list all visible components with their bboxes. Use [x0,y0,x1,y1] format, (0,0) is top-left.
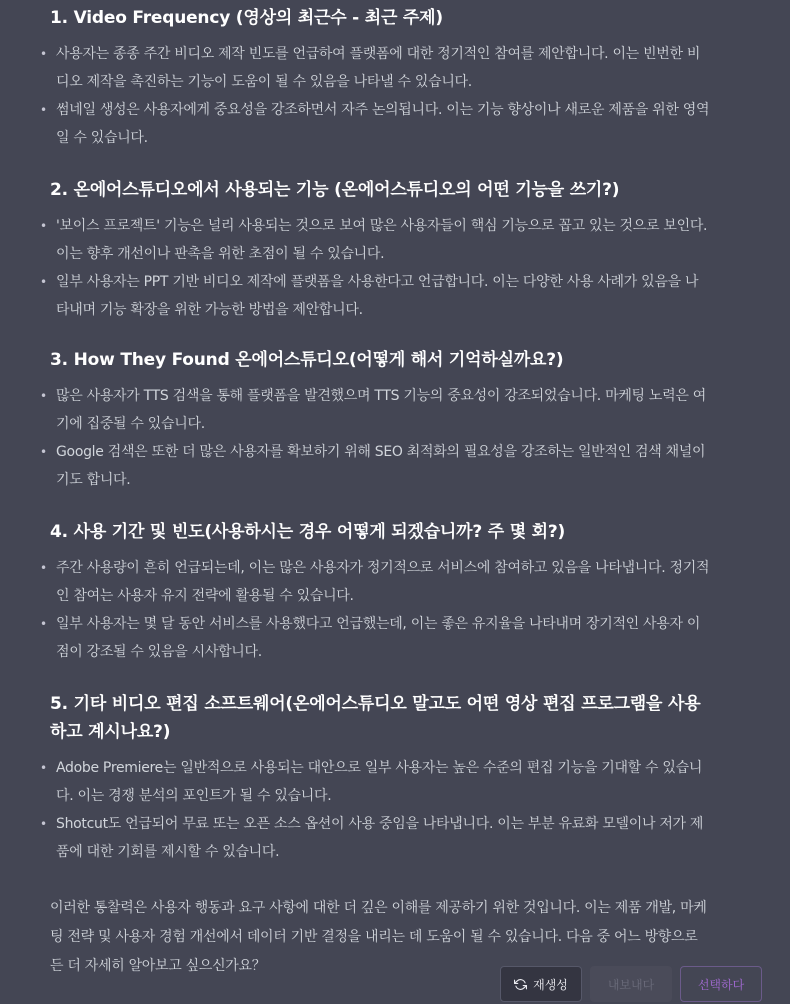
list-item: • 썸네일 생성은 사용자에게 중요성을 강조하면서 자주 논의됩니다. 이는 기능 향상이나 새로운 제품을 위한 영역일 수 있습니다. [50,96,710,152]
bullet-list [50,40,710,152]
section-heading: 1. Video Frequency (영상의 최근수 - 최근 주제) [50,8,443,28]
select-button[interactable] [680,966,762,1002]
list-item: • 일부 사용자는 PPT 기반 비디오 제작에 플랫폼을 사용한다고 언급합니다. 이는 다양한 사용 사례가 있음을 나타내며 기능 확장을 위한 가능한 방법을 제안합니다. [50,268,710,324]
section-heading: 4. 사용 기간 및 빈도(사용하시는 경우 어떻게 되겠습니까? 주 몇 회?) [50,522,566,542]
list-item: • 많은 사용자가 TTS 검색을 통해 플랫폼을 발견했으며 TTS 기능의 중요성이 강조되었습니다. 마케팅 노력은 여기에 집중될 수 있습니다. [50,382,710,438]
section-how-found [50,346,710,494]
section-heading: 2. 온에어스튜디오에서 사용되는 기능 (온에어스튜디오의 어떤 기능을 쓰기?) [50,180,620,200]
export-label: 내보내다 [607,977,655,992]
section-heading: 5. 기타 비디오 편집 소프트웨어(온에어스튜디오 말고도 어떤 영상 편집 프로그램을 사용하고 계시나요?) [50,694,701,742]
select-label: 선택하다 [697,977,745,992]
action-buttons [500,966,762,1002]
bullet-list [50,554,710,666]
section-heading: 3. How They Found 온에어스튜디오(어떻게 해서 기억하실까요?) [50,350,564,370]
list-item: • '보이스 프로젝트' 기능은 널리 사용되는 것으로 보여 많은 사용자들이 핵심 기능으로 꼽고 있는 것으로 보인다. 이는 향후 개선이나 판촉을 위한 초점이 될 수 있습니다. [50,212,710,268]
section-other-software [50,690,710,866]
section-usage-duration [50,518,710,666]
regenerate-label: 재생성 [533,977,568,992]
list-item: • Shotcut도 언급되어 무료 또는 오픈 소스 옵션이 사용 중임을 나타냅니다. 이는 부분 유료화 모델이나 저가 제품에 대한 기회를 제시할 수 있습니다. [50,810,710,866]
list-item: • 일부 사용자는 몇 달 동안 서비스를 사용했다고 언급했는데, 이는 좋은 유지율을 나타내며 장기적인 사용자 이점이 강조될 수 있음을 시사합니다. [50,610,710,666]
list-item: • Google 검색은 또한 더 많은 사용자를 확보하기 위해 SEO 최적화의 필요성을 강조하는 일반적인 검색 채널이기도 합니다. [50,438,710,494]
section-video-frequency [50,4,710,152]
conclusion-paragraph: 이러한 통찰력은 사용자 행동과 요구 사항에 대한 더 깊은 이해를 제공하기 위한 것입니다. 이는 제품 개발, 마케팅 전략 및 사용자 경험 개선에서 데이터 기반 결정을 내리는 데 도움이 될 수 있습니다. 다음 중 어느 방향으로든 더 자세히 알아보고 싶으신가요？ [50,900,707,974]
section-features-used [50,176,710,324]
refresh-icon [514,978,527,991]
regenerate-button[interactable] [500,966,582,1002]
export-button[interactable] [590,966,672,1002]
bullet-list [50,382,710,494]
list-item: • 사용자는 종종 주간 비디오 제작 빈도를 언급하여 플랫폼에 대한 정기적인 참여를 제안합니다. 이는 빈번한 비디오 제작을 촉진하는 기능이 도움이 될 수 있음을 나타낼 수 있습니다. [50,40,710,96]
list-item: • Adobe Premiere는 일반적으로 사용되는 대안으로 일부 사용자는 높은 수준의 편집 기능을 기대할 수 있습니다. 이는 경쟁 분석의 포인트가 될 수 있습니다. [50,754,710,810]
bullet-list [50,212,710,324]
list-item: • 주간 사용량이 흔히 언급되는데, 이는 많은 사용자가 정기적으로 서비스에 참여하고 있음을 나타냅니다. 정기적인 참여는 사용자 유지 전략에 활용될 수 있습니다. [50,554,710,610]
bullet-list [50,754,710,866]
